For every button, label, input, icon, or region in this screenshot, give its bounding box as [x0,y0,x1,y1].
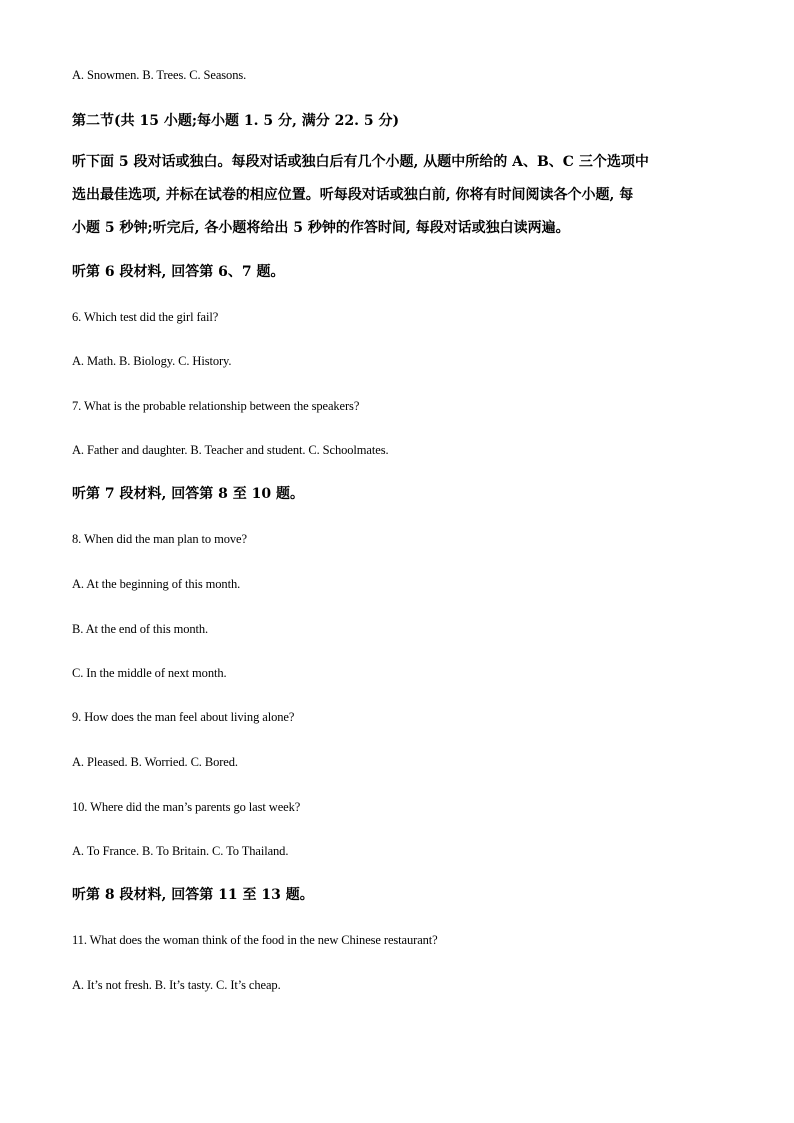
answer-options-q10: A. To France. B. To Britain. C. To Thailand. [72,844,289,858]
question-6: 6. Which test did the girl fail? [72,310,219,324]
instructions-line-3: 小题 5 秒钟;听完后, 各小题将给出 5 秒钟的作答时间, 每段对话或独白读两遍。 [72,220,570,236]
material-6-heading: 听第 6 段材料, 回答第 6、7 题。 [72,264,285,280]
question-7: 7. What is the probable relationship between the speakers? [72,399,360,413]
answer-options-q11: A. It’s not fresh. B. It’s tasty. C. It’s cheap. [72,978,281,992]
answer-option-8b: B. At the end of this month. [72,622,209,636]
instructions-paragraph [72,146,724,245]
material-8-heading: 听第 8 段材料, 回答第 11 至 13 题。 [72,887,314,903]
answer-options-q6: A. Math. B. Biology. C. History. [72,354,232,368]
question-8: 8. When did the man plan to move? [72,532,247,546]
answer-options-q9: A. Pleased. B. Worried. C. Bored. [72,755,238,769]
question-9: 9. How does the man feel about living alone? [72,710,295,724]
instructions-line-1: 听下面 5 段对话或独白。每段对话或独白后有几个小题, 从题中所给的 A、B、C 三个选项中 [72,154,649,170]
question-11: 11. What does the woman think of the food in the new Chinese restaurant? [72,933,438,947]
answer-option-8a: A. At the beginning of this month. [72,577,241,591]
instructions-line-2: 选出最佳选项, 并标在试卷的相应位置。听每段对话或独白前, 你将有时间阅读各个小题, 每 [72,187,634,203]
answer-option-8c: C. In the middle of next month. [72,666,227,680]
question-10: 10. Where did the man’s parents go last week? [72,800,301,814]
answer-options-q5: A. Snowmen. B. Trees. C. Seasons. [72,68,247,82]
answer-options-q7: A. Father and daughter. B. Teacher and student. C. Schoolmates. [72,443,389,457]
material-7-heading: 听第 7 段材料, 回答第 8 至 10 题。 [72,486,304,502]
section-heading: 第二节(共 15 小题;每小题 1. 5 分, 满分 22. 5 分) [72,113,400,129]
